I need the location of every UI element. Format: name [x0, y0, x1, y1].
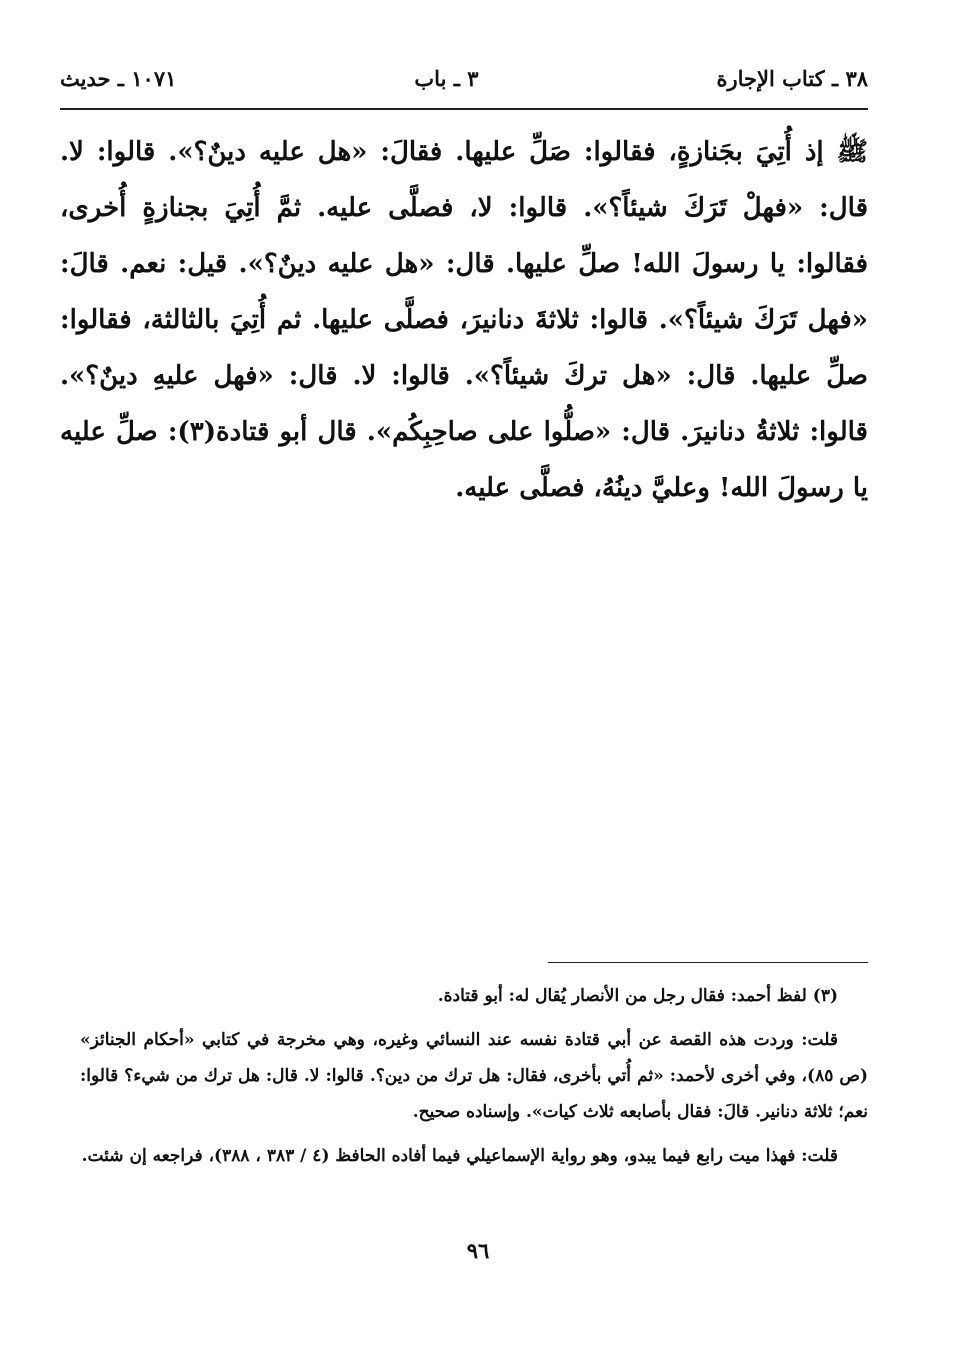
footnote-divider	[548, 962, 868, 963]
page-number: ٩٦	[466, 1238, 490, 1263]
footnotes	[80, 978, 868, 1182]
section-title: ٣ ـ باب	[414, 65, 479, 91]
footnote-comment-2: قلت: فهذا ميت رابع فيما يبدو، وهو رواية الإسماعيلي فيما أفاده الحافظ (٤ / ٣٨٣ ، ٣٨٨)، فراجعه إن شئت.	[81, 1146, 838, 1166]
hadith-number: ١٠٧١ ـ حديث	[60, 65, 177, 91]
hadith-paragraph: ﷺ إذ أُتِيَ بجَنازةٍ، فقالوا: صَلِّ عليها. فقالَ: «هل عليه دينٌ؟». قالوا: لا. قال: «فهلْ تَرَكَ شيئاً؟». قالوا: لا، فصلَّى عليه. ثمَّ أُتِيَ بجنازةٍ أُخرى، فقالوا: يا رسولَ الله! صلِّ عليها. قال: «هل عليه دينٌ؟». قيل: نعم. قالَ: «فهل تَرَكَ شيئاً؟». قالوا: ثلاثةَ دنانيرَ، فصلَّى عليها. ثم أُتِيَ بالثالثة، فقالوا: صلِّ عليها. قال: «هل تركَ شيئاً؟». قالوا: لا. قال: «فهل عليهِ دينٌ؟». قالوا: ثلاثةُ دنانيرَ. قال: «صلُّوا على صاحِبِكُم». قال أبو قتادة(٣): صلِّ عليه يا رسولَ الله! وعليَّ دينُهُ، فصلَّى عليه.	[60, 137, 869, 503]
chapter-title: ٣٨ ـ كتاب الإجارة	[716, 65, 868, 91]
running-header	[60, 58, 868, 98]
footnote-comment-1: قلت: وردت هذه القصة عن أبي قتادة نفسه عند النسائي وغيره، وهي مخرجة في كتابي «أحكام الجنائز» (ص ٨٥)، وفي أخرى لأحمد: «ثم أُتي بأخرى، فقال: هل ترك من دين؟. قالوا: لا. قال: هل ترك من شيء؟ قالوا: نعم؛ ثلاثة دنانير. قالَ: فقال بأصابعه ثلاث كيات». وإسناده صحيح.	[80, 1030, 868, 1122]
footnote-3: (٣) لفظ أحمد: فقال رجل من الأنصار يُقال له: أبو قتادة.	[437, 986, 838, 1006]
header-divider	[60, 108, 868, 110]
main-text	[60, 124, 868, 516]
